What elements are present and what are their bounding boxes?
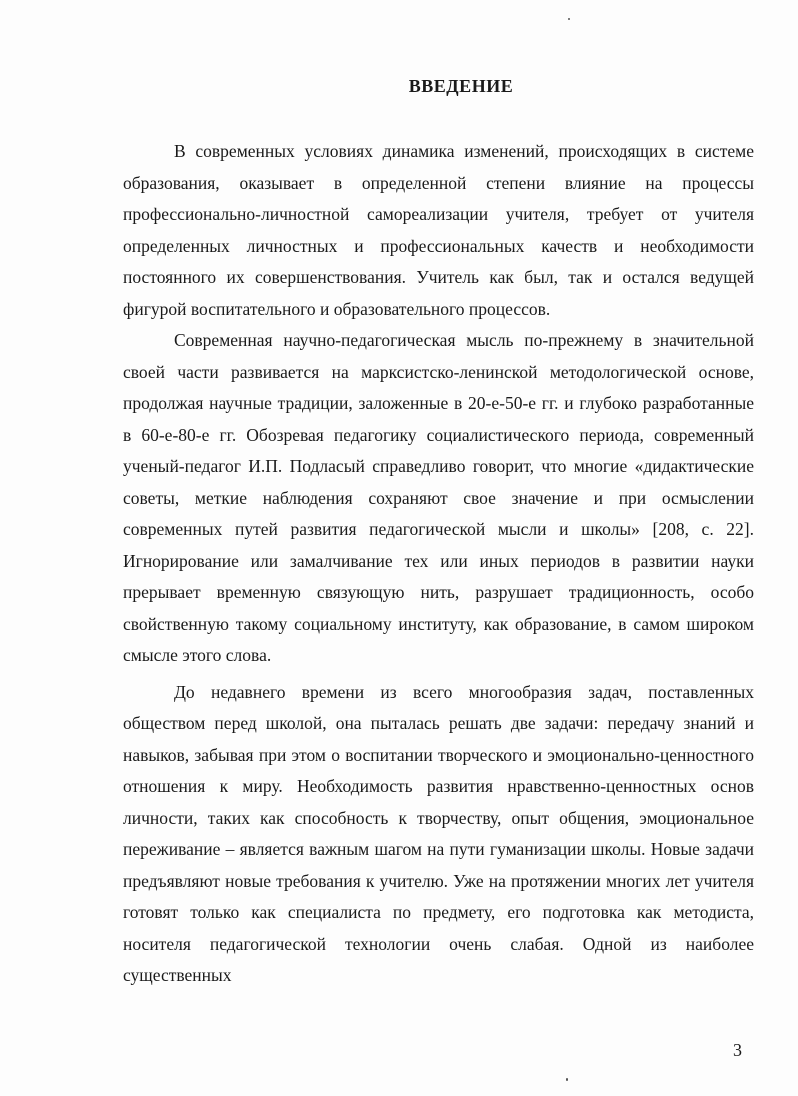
paragraph-2: Современная научно-педагогическая мысль по-прежнему в значительной своей части развивается на марксистско-ленинской методологической основе, продолжая научные традиции, заложенные в 20-е-50-е гг. и глубоко разработанные в 60-е-80-е гг. Обозревая педагогику социалистического периода, современный ученый-педагог И.П. Подласый справедливо говорит, что многие «дидактические советы, меткие наблюдения сохраняют свое значение и при осмыслении современных путей развития педагогической мысли и школы» [208, с. 22]. Игнорирование или замалчивание тех или иных периодов в развитии науки прерывает временную связующую нить, разрушает традиционность, особо свойственную такому социальному институту, как образование, в самом широком смысле этого слова. — [123, 330, 754, 665]
paragraph-3: До недавнего времени из всего многообразия задач, поставленных обществом перед школой, она пыталась решать две задачи: передачу знаний и навыков, забывая при этом о воспитании творческого и эмоционально-ценностного отношения к миру. Необходимость развития нравственно-ценностных основ личности, таких как способность к творчеству, опыт общения, эмоциональное переживание – является важным шагом на пути гуманизации школы. Новые задачи предъявляют новые требования к учителю. Уже на протяжении многих лет учителя готовят только как специалиста по предмету, его подготовка как методиста, носителя педагогической технологии очень слабая. Одной из наиболее существенных — [123, 681, 754, 985]
paragraph-1: В современных условиях динамика изменений, происходящих в системе образования, оказывает в определенной степени влияние на процессы профессионально-личностной самореализации учителя, требует от учителя определенных личностных и профессиональных качеств и необходимости постоянного их совершенствования. Учитель как был, так и остался ведущей фигурой воспитательного и образовательного процессов. — [123, 141, 754, 319]
page-title: ВВЕДЕНИЕ — [408, 76, 514, 96]
page-number: 3 — [733, 1040, 742, 1060]
scan-speck — [566, 1078, 568, 1081]
scan-speck — [568, 18, 570, 20]
document-body — [123, 136, 754, 992]
